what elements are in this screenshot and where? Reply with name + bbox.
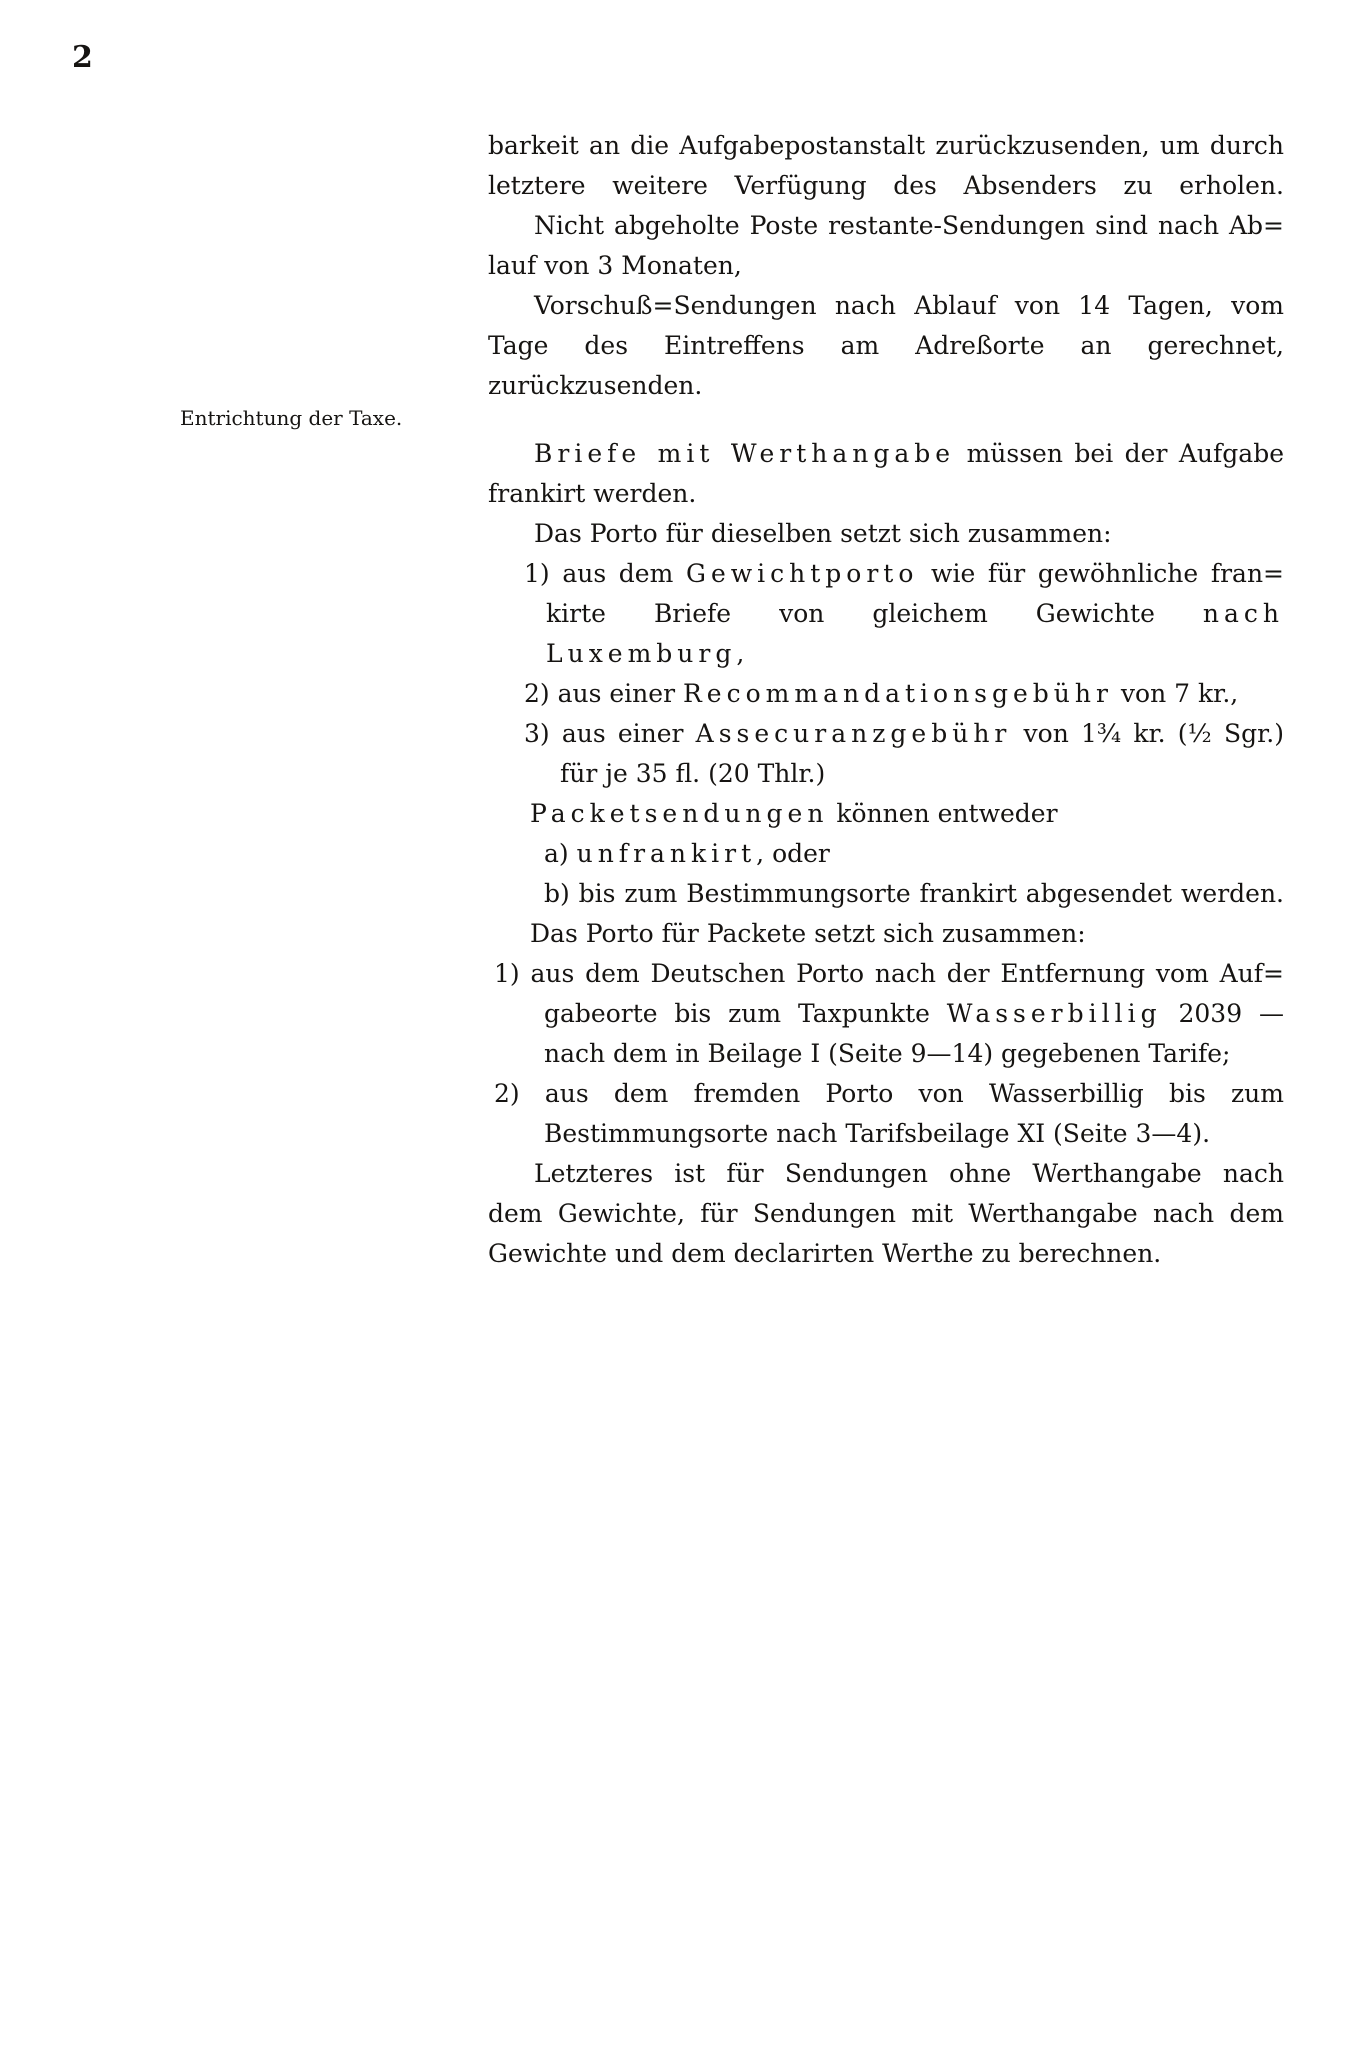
text-segment: frankirt werden. bbox=[488, 479, 697, 508]
letterspaced-text-segment: nach Luxemburg bbox=[546, 599, 1284, 668]
text-line bbox=[544, 1114, 1284, 1154]
text-segment: Vorschuß=Sendungen nach Ablauf von 14 Tagen, vom bbox=[534, 291, 1284, 320]
text-segment: können entweder bbox=[828, 799, 1058, 828]
text-line bbox=[534, 434, 1284, 474]
text-line bbox=[488, 246, 1284, 286]
text-line bbox=[560, 754, 1284, 794]
text-segment: b) bis zum Bestimmungsorte frankirt abgesendet werden. bbox=[544, 879, 1284, 908]
text-segment: Gewichte und dem declarirten Werthe zu berechnen. bbox=[488, 1239, 1162, 1268]
text-line bbox=[534, 286, 1284, 326]
text-line bbox=[488, 326, 1284, 406]
text-line bbox=[534, 514, 1284, 554]
text-line bbox=[544, 834, 1284, 874]
letterspaced-text-segment: Packetsendungen bbox=[530, 799, 829, 828]
letterspaced-text-segment: Recommandationsgebühr bbox=[682, 679, 1113, 708]
text-line bbox=[524, 554, 1284, 594]
text-segment: nach dem in Beilage I (Seite 9—14) gegebenen Tarife; bbox=[544, 1039, 1231, 1068]
letterspaced-text-segment: unfrankirt bbox=[576, 839, 757, 868]
text-segment: 1) aus dem bbox=[524, 559, 686, 588]
letterspaced-text-segment: Wasserbillig bbox=[946, 999, 1162, 1028]
text-segment: Bestimmungsorte nach Tarifsbeilage XI (Seite 3—4). bbox=[544, 1119, 1211, 1148]
text-segment: 2) aus dem fremden Porto von Wasserbillig bis zum bbox=[494, 1079, 1284, 1108]
margin-note: Entrichtung der Taxe. bbox=[180, 406, 403, 430]
text-segment: 2) aus einer bbox=[524, 679, 683, 708]
text-segment: , bbox=[736, 639, 745, 668]
text-line bbox=[534, 1154, 1284, 1194]
text-line bbox=[544, 994, 1284, 1034]
text-line bbox=[488, 1234, 1284, 1274]
text-segment: Das Porto für Packete setzt sich zusammen: bbox=[530, 919, 1086, 948]
text-segment: 2039 — bbox=[1161, 999, 1284, 1028]
text-segment: 1) aus dem Deutschen Porto nach der Entfernung vom Auf= bbox=[494, 959, 1284, 988]
text-line bbox=[530, 794, 1284, 834]
text-line bbox=[544, 1034, 1284, 1074]
page-number: 2 bbox=[72, 40, 94, 75]
text-segment: für je 35 fl. (20 Thlr.) bbox=[560, 759, 826, 788]
text-segment: Letzteres ist für Sendungen ohne Werthangabe nach bbox=[534, 1159, 1284, 1188]
text-segment: von 1¾ kr. (½ Sgr.) bbox=[1011, 719, 1284, 748]
text-segment: kirte Briefe von gleichem Gewichte bbox=[546, 599, 1203, 628]
text-segment: von 7 kr., bbox=[1112, 679, 1239, 708]
text-segment: Nicht abgeholte Poste restante-Sendungen sind nach Ab= bbox=[534, 211, 1284, 240]
text-segment: barkeit an die Aufgabepostanstalt zurückzusenden, um durch bbox=[488, 131, 1284, 160]
text-line bbox=[488, 474, 1284, 514]
text-segment: müssen bei der Aufgabe bbox=[955, 439, 1284, 468]
text-line bbox=[488, 1194, 1284, 1234]
text-line bbox=[494, 954, 1284, 994]
text-segment: , oder bbox=[756, 839, 830, 868]
text-segment: a) bbox=[544, 839, 577, 868]
text-segment: gabeorte bis zum Taxpunkte bbox=[544, 999, 947, 1028]
text-line bbox=[488, 166, 1284, 206]
letterspaced-text-segment: Assecuranzgebühr bbox=[695, 719, 1012, 748]
text-line bbox=[488, 126, 1284, 166]
text-segment: wie für gewöhnliche fran= bbox=[918, 559, 1284, 588]
text-segment: Das Porto für dieselben setzt sich zusammen: bbox=[534, 519, 1112, 548]
text-segment: dem Gewichte, für Sendungen mit Werthangabe nach dem bbox=[488, 1199, 1284, 1228]
text-segment: letztere weitere Verfügung des Absenders zu erholen. bbox=[488, 171, 1284, 200]
text-line bbox=[524, 714, 1284, 754]
text-line bbox=[546, 594, 1284, 674]
text-line bbox=[534, 206, 1284, 246]
text-line bbox=[544, 874, 1284, 914]
text-segment: Tage des Eintreffens am Adreßorte an gerechnet, zurückzusenden. bbox=[488, 331, 1284, 400]
text-line bbox=[530, 914, 1284, 954]
letterspaced-text-segment: Briefe mit Werthangabe bbox=[534, 439, 956, 468]
text-line bbox=[494, 1074, 1284, 1114]
text-segment: 3) aus einer bbox=[524, 719, 696, 748]
text-segment: lauf von 3 Monaten, bbox=[488, 251, 742, 280]
text-line bbox=[524, 674, 1284, 714]
letterspaced-text-segment: Gewichtporto bbox=[685, 559, 919, 588]
body-text-block bbox=[488, 126, 1284, 1274]
